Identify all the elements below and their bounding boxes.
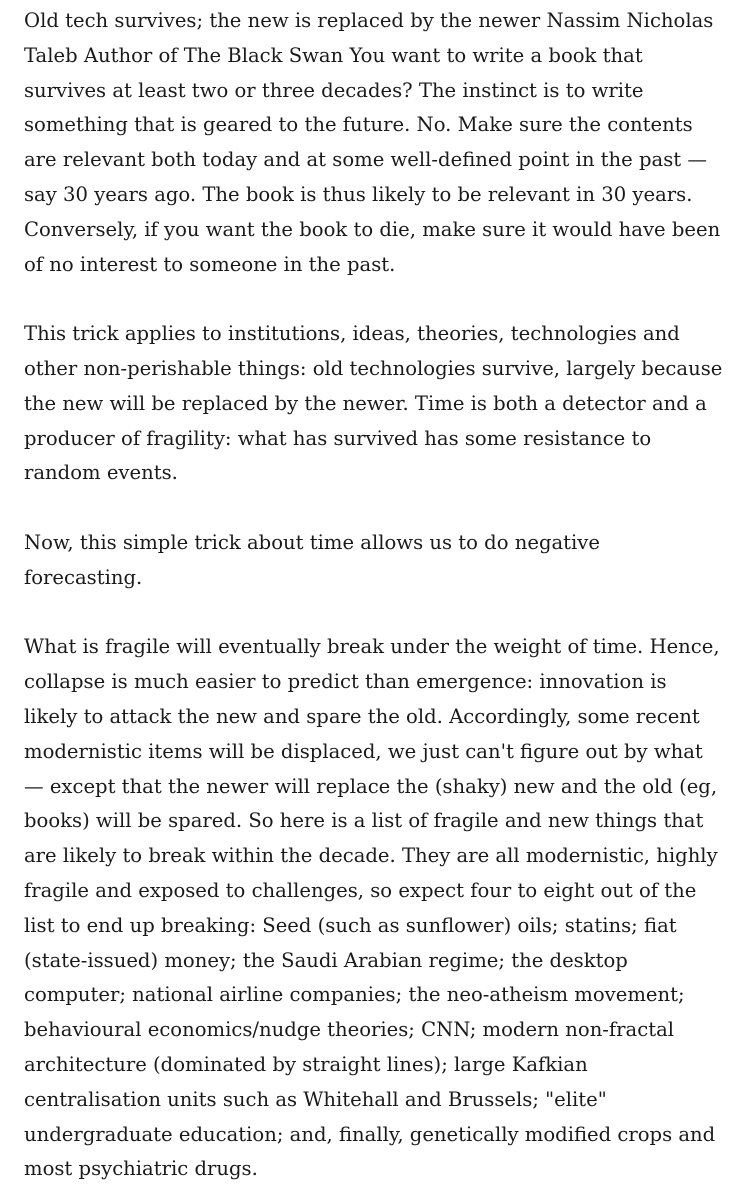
- paragraph-institutions: This trick applies to institutions, ideas, theories, technologies and other non-perishable things: old technologies survive, largely because the new will be replaced by the newer. Time is both a detector and a producer of fragility: what has survived has some resistance to random events.: [24, 322, 723, 485]
- paragraph-fragile-list: What is fragile will eventually break under the weight of time. Hence, collapse is much easier to predict than emergence: innovation is likely to attack the new and spare the old. Accordingly, some recent modernistic items will be displaced, we just can't figure out by what — except that the newer will replace the (shaky) new and the old (eg, books) will be spared. So here is a list of fragile and new things that are likely to break within the decade. They are all modernistic, highly fragile and exposed to challenges, so expect four to eight out of the list to end up breaking: Seed (such as sunflower) oils; statins; fiat (state-issued) money; the Saudi Arabian regime; the desktop computer; national airline companies; the neo-atheism movement; behavioural economics/nudge theories; CNN; modern non-fractal architecture (dominated by straight lines); large Kafkian centralisation units such as Whitehall and Brussels; "elite" undergraduate education; and, finally, genetically modified crops and most psychiatric drugs.: [24, 635, 720, 1181]
- paragraph-intro: Old tech survives; the new is replaced by the newer Nassim Nicholas Taleb Author of The Black Swan You want to write a book that survives at least two or three decades? The instinct is to write something that is geared to the future. No. Make sure the contents are relevant both today and at some well-defined point in the past — say 30 years ago. The book is thus likely to be relevant in 30 years. Conversely, if you want the book to die, make sure it would have been of no interest to someone in the past.: [24, 9, 721, 276]
- article-body: [24, 4, 724, 1187]
- paragraph-negative-forecasting: Now, this simple trick about time allows us to do negative forecasting.: [24, 530, 600, 589]
